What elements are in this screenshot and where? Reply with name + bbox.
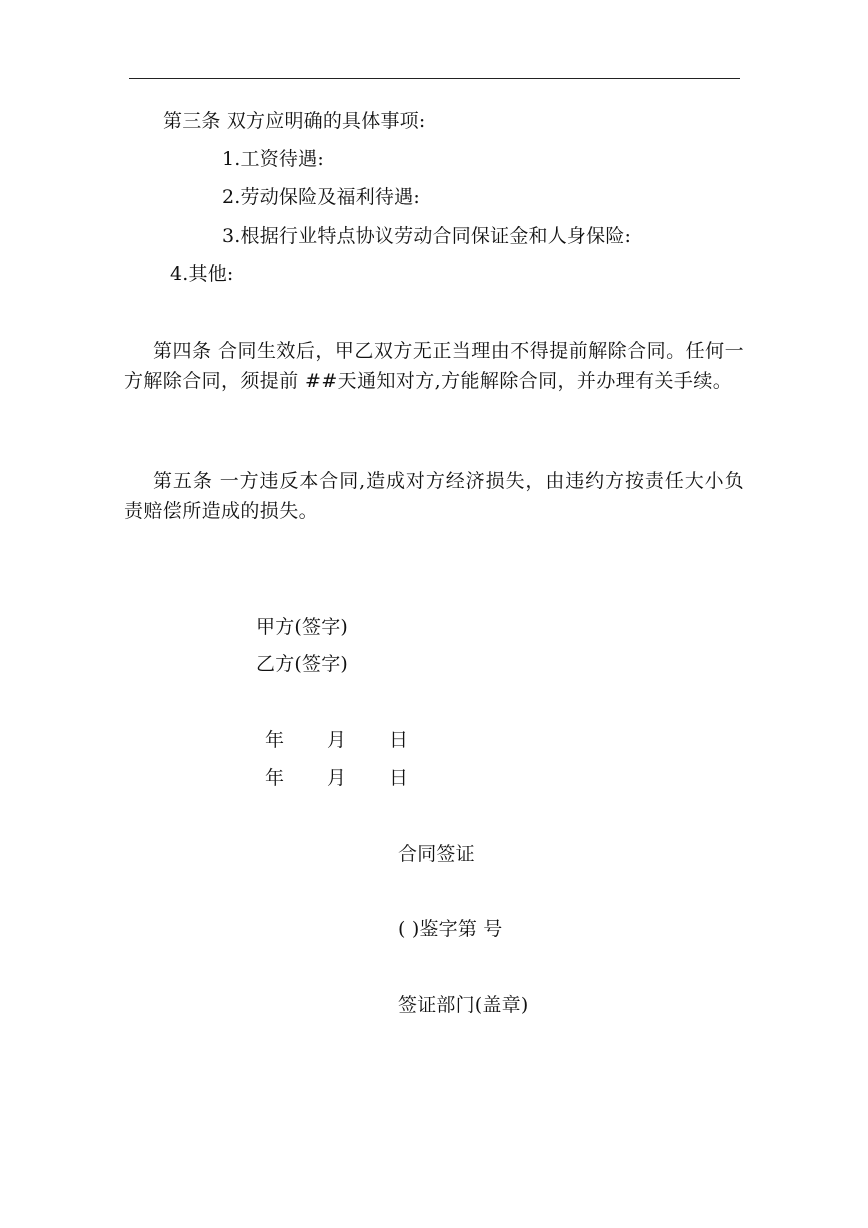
party-a-signature: 甲方(签字) [256,616,349,638]
date-2-year: 年 [265,767,285,789]
article3-item-2: 2.劳动保险及福利待遇: [222,186,420,208]
article5-paragraph: 第五条 一方违反本合同,造成对方经济损失，由违约方按责任大小负责赔偿所造成的损失。 [124,470,744,522]
date-2-month: 月 [327,767,347,789]
article4-paragraph: 第四条 合同生效后，甲乙双方无正当理由不得提前解除合同。任何一方解除合同，须提前 ##天通知对方,方能解除合同，并办理有关手续。 [124,340,744,392]
date-1-day: 日 [389,729,409,751]
article3-item-1: 1.工资待遇: [222,148,324,170]
verification-title: 合同签证 [398,843,475,865]
article3-item-4: 4.其他: [170,263,234,285]
date-1-month: 月 [327,729,347,751]
article3-heading: 第三条 双方应明确的具体事项: [163,110,426,132]
verification-department: 签证部门(盖章) [398,994,529,1016]
header-rule [129,78,740,79]
party-b-signature: 乙方(签字) [256,653,349,675]
verification-number: ( )鉴字第 号 [398,918,503,940]
article3-item-3: 3.根据行业特点协议劳动合同保证金和人身保险: [222,225,632,247]
date-2-day: 日 [389,767,409,789]
date-1-year: 年 [265,729,285,751]
